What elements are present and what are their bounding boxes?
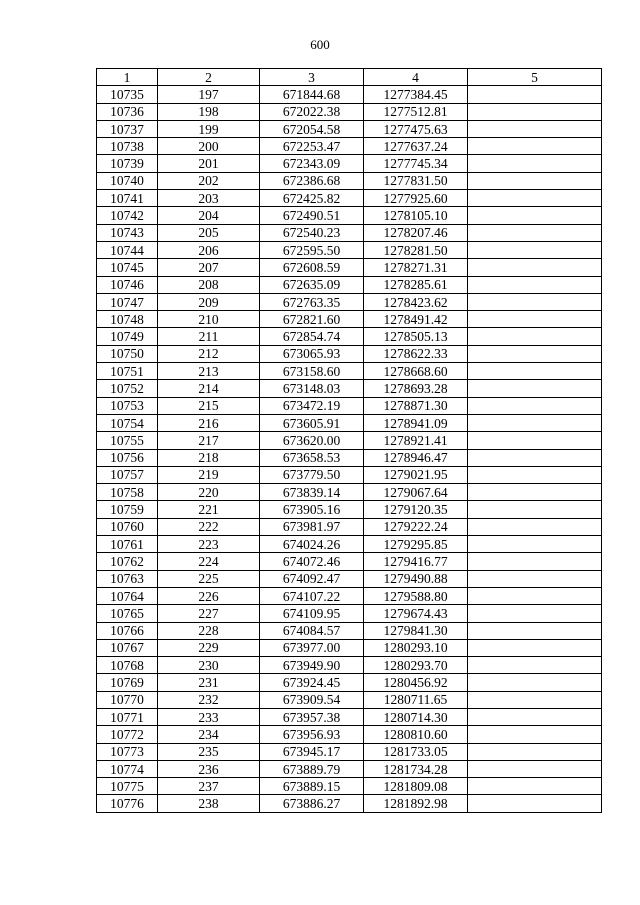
table-body <box>97 86 602 812</box>
table-cell: 1280714.30 <box>364 708 468 725</box>
table-cell: 212 <box>158 345 260 362</box>
table-cell <box>468 484 602 501</box>
table-row <box>97 345 602 362</box>
table-cell: 673981.97 <box>260 518 364 535</box>
table-cell: 1277925.60 <box>364 190 468 207</box>
table-cell: 10757 <box>97 466 158 483</box>
table-row <box>97 86 602 103</box>
table-cell <box>468 743 602 760</box>
table-cell: 673620.00 <box>260 432 364 449</box>
table-cell: 1277745.34 <box>364 155 468 172</box>
table-cell <box>468 363 602 380</box>
table-cell: 203 <box>158 190 260 207</box>
table-cell: 224 <box>158 553 260 570</box>
table-header-row <box>97 69 602 86</box>
table-cell <box>468 259 602 276</box>
table-cell: 230 <box>158 657 260 674</box>
column-header: 4 <box>364 69 468 86</box>
table-cell: 673065.93 <box>260 345 364 362</box>
table-cell: 672854.74 <box>260 328 364 345</box>
table-row <box>97 328 602 345</box>
table-cell: 233 <box>158 708 260 725</box>
table-cell: 1280293.70 <box>364 657 468 674</box>
table-cell: 672253.47 <box>260 138 364 155</box>
table-row <box>97 708 602 725</box>
table-cell: 1278491.42 <box>364 311 468 328</box>
table-cell: 10762 <box>97 553 158 570</box>
table-cell: 673605.91 <box>260 414 364 431</box>
table-row <box>97 414 602 431</box>
table-row <box>97 691 602 708</box>
table-cell: 1279222.24 <box>364 518 468 535</box>
table-row <box>97 795 602 812</box>
table-cell: 1278871.30 <box>364 397 468 414</box>
table-cell: 234 <box>158 726 260 743</box>
table-cell: 10737 <box>97 120 158 137</box>
table-row <box>97 172 602 189</box>
table-row <box>97 570 602 587</box>
table-cell <box>468 553 602 570</box>
table-cell: 221 <box>158 501 260 518</box>
table-cell: 673977.00 <box>260 639 364 656</box>
table-cell: 215 <box>158 397 260 414</box>
table-cell: 10743 <box>97 224 158 241</box>
table-cell: 10753 <box>97 397 158 414</box>
table-cell: 1278105.10 <box>364 207 468 224</box>
table-cell: 1280456.92 <box>364 674 468 691</box>
table-row <box>97 639 602 656</box>
table-cell: 674109.95 <box>260 605 364 622</box>
table-cell: 671844.68 <box>260 86 364 103</box>
table-cell <box>468 639 602 656</box>
table-cell <box>468 518 602 535</box>
table-cell <box>468 276 602 293</box>
table-cell: 231 <box>158 674 260 691</box>
table-cell <box>468 708 602 725</box>
table-cell: 673949.90 <box>260 657 364 674</box>
table-row <box>97 363 602 380</box>
table-cell: 1277475.63 <box>364 120 468 137</box>
table-cell: 1277637.24 <box>364 138 468 155</box>
table-row <box>97 726 602 743</box>
table-cell: 218 <box>158 449 260 466</box>
page-number: 600 <box>310 37 330 52</box>
table-row <box>97 241 602 258</box>
table-cell: 673905.16 <box>260 501 364 518</box>
table-cell: 673957.38 <box>260 708 364 725</box>
table-cell: 1279120.35 <box>364 501 468 518</box>
table-cell: 1277831.50 <box>364 172 468 189</box>
table-row <box>97 397 602 414</box>
table-cell: 214 <box>158 380 260 397</box>
table-cell: 1278207.46 <box>364 224 468 241</box>
table-cell <box>468 778 602 795</box>
table-row <box>97 155 602 172</box>
table-cell <box>468 466 602 483</box>
table-cell: 10776 <box>97 795 158 812</box>
table-cell: 10769 <box>97 674 158 691</box>
table-cell: 1277512.81 <box>364 103 468 120</box>
table-cell <box>468 345 602 362</box>
table-cell: 673148.03 <box>260 380 364 397</box>
table-cell: 10760 <box>97 518 158 535</box>
table-cell: 1281733.05 <box>364 743 468 760</box>
table-row <box>97 536 602 553</box>
table-row <box>97 190 602 207</box>
table-cell: 10755 <box>97 432 158 449</box>
table-cell: 672054.58 <box>260 120 364 137</box>
table-cell: 1281734.28 <box>364 760 468 777</box>
table-row <box>97 276 602 293</box>
table-cell: 1280711.65 <box>364 691 468 708</box>
table-cell: 674084.57 <box>260 622 364 639</box>
table-cell: 10739 <box>97 155 158 172</box>
column-header: 1 <box>97 69 158 86</box>
table-cell: 1278693.28 <box>364 380 468 397</box>
table-cell: 201 <box>158 155 260 172</box>
table-row <box>97 293 602 310</box>
table-cell: 673924.45 <box>260 674 364 691</box>
table-cell: 1278668.60 <box>364 363 468 380</box>
table-cell <box>468 380 602 397</box>
table-cell <box>468 138 602 155</box>
table-cell: 1279416.77 <box>364 553 468 570</box>
table-cell: 673839.14 <box>260 484 364 501</box>
coordinates-table <box>96 68 602 813</box>
table-cell: 10775 <box>97 778 158 795</box>
table-cell: 1279841.30 <box>364 622 468 639</box>
table-cell: 227 <box>158 605 260 622</box>
table-cell: 10758 <box>97 484 158 501</box>
table-cell: 213 <box>158 363 260 380</box>
table-cell: 222 <box>158 518 260 535</box>
table-row <box>97 622 602 639</box>
table-cell: 223 <box>158 536 260 553</box>
table-cell: 10745 <box>97 259 158 276</box>
table-cell <box>468 691 602 708</box>
table-cell <box>468 587 602 604</box>
table-cell <box>468 103 602 120</box>
table-cell <box>468 726 602 743</box>
table-cell: 10752 <box>97 380 158 397</box>
table-cell: 672343.09 <box>260 155 364 172</box>
table-cell: 674072.46 <box>260 553 364 570</box>
table-cell: 237 <box>158 778 260 795</box>
table-cell: 1278285.61 <box>364 276 468 293</box>
table-cell: 235 <box>158 743 260 760</box>
column-header: 3 <box>260 69 364 86</box>
table-cell: 199 <box>158 120 260 137</box>
table-row <box>97 778 602 795</box>
column-header: 2 <box>158 69 260 86</box>
table-cell: 672386.68 <box>260 172 364 189</box>
table-cell: 208 <box>158 276 260 293</box>
table-cell: 238 <box>158 795 260 812</box>
table-cell: 1279588.80 <box>364 587 468 604</box>
table-cell: 217 <box>158 432 260 449</box>
table-cell: 10754 <box>97 414 158 431</box>
table-row <box>97 103 602 120</box>
table-cell: 674107.22 <box>260 587 364 604</box>
table-cell: 672022.38 <box>260 103 364 120</box>
table-cell <box>468 293 602 310</box>
table-cell: 672425.82 <box>260 190 364 207</box>
table-row <box>97 120 602 137</box>
table-cell: 10735 <box>97 86 158 103</box>
table-cell: 672608.59 <box>260 259 364 276</box>
table-cell: 10736 <box>97 103 158 120</box>
table-cell: 10772 <box>97 726 158 743</box>
column-header: 5 <box>468 69 602 86</box>
table-cell: 1278921.41 <box>364 432 468 449</box>
table-cell: 10773 <box>97 743 158 760</box>
table-cell: 1280293.10 <box>364 639 468 656</box>
table-cell <box>468 207 602 224</box>
table-cell: 673889.15 <box>260 778 364 795</box>
table-cell: 673158.60 <box>260 363 364 380</box>
table-cell <box>468 760 602 777</box>
table-cell: 1278281.50 <box>364 241 468 258</box>
table-cell: 1279490.88 <box>364 570 468 587</box>
table-row <box>97 501 602 518</box>
table-cell: 673779.50 <box>260 466 364 483</box>
table-cell: 672595.50 <box>260 241 364 258</box>
table-cell <box>468 120 602 137</box>
table-row <box>97 449 602 466</box>
table-cell: 205 <box>158 224 260 241</box>
table-cell: 1278622.33 <box>364 345 468 362</box>
table-cell: 672821.60 <box>260 311 364 328</box>
table-cell: 673472.19 <box>260 397 364 414</box>
table-cell: 1278505.13 <box>364 328 468 345</box>
table-row <box>97 432 602 449</box>
table-row <box>97 518 602 535</box>
table-cell: 10759 <box>97 501 158 518</box>
table-cell: 1280810.60 <box>364 726 468 743</box>
table-cell: 673889.79 <box>260 760 364 777</box>
table-cell <box>468 449 602 466</box>
table-cell: 197 <box>158 86 260 103</box>
table-cell: 1279067.64 <box>364 484 468 501</box>
table-cell <box>468 224 602 241</box>
table-cell: 672490.51 <box>260 207 364 224</box>
table-cell: 229 <box>158 639 260 656</box>
table-cell: 10750 <box>97 345 158 362</box>
table-cell: 210 <box>158 311 260 328</box>
table-cell <box>468 241 602 258</box>
table-cell <box>468 795 602 812</box>
table-cell <box>468 501 602 518</box>
table-row <box>97 605 602 622</box>
table-cell: 10742 <box>97 207 158 224</box>
table-cell: 1281809.08 <box>364 778 468 795</box>
table-row <box>97 380 602 397</box>
table-cell: 10741 <box>97 190 158 207</box>
table-cell: 10740 <box>97 172 158 189</box>
table-row <box>97 224 602 241</box>
table-cell: 10770 <box>97 691 158 708</box>
table-cell: 10771 <box>97 708 158 725</box>
table-cell: 10774 <box>97 760 158 777</box>
table-cell <box>468 397 602 414</box>
table-cell: 200 <box>158 138 260 155</box>
table-cell <box>468 190 602 207</box>
table-cell <box>468 605 602 622</box>
table-row <box>97 553 602 570</box>
table-cell: 220 <box>158 484 260 501</box>
table-cell: 1279674.43 <box>364 605 468 622</box>
table-row <box>97 484 602 501</box>
table-cell: 673956.93 <box>260 726 364 743</box>
table-cell <box>468 570 602 587</box>
table-row <box>97 760 602 777</box>
table-cell: 1278423.62 <box>364 293 468 310</box>
table-cell: 207 <box>158 259 260 276</box>
table-cell: 198 <box>158 103 260 120</box>
table-cell: 204 <box>158 207 260 224</box>
table-row <box>97 657 602 674</box>
table-cell <box>468 155 602 172</box>
table-cell: 1277384.45 <box>364 86 468 103</box>
table-row <box>97 138 602 155</box>
table-row <box>97 466 602 483</box>
table-cell <box>468 657 602 674</box>
table-cell: 1278946.47 <box>364 449 468 466</box>
table-cell: 216 <box>158 414 260 431</box>
table-cell <box>468 432 602 449</box>
table-cell: 674024.26 <box>260 536 364 553</box>
table-cell: 1278941.09 <box>364 414 468 431</box>
table-row <box>97 587 602 604</box>
table-row <box>97 743 602 760</box>
table-cell: 10746 <box>97 276 158 293</box>
table-cell: 10748 <box>97 311 158 328</box>
table-cell: 1279021.95 <box>364 466 468 483</box>
table-cell <box>468 86 602 103</box>
table-cell: 672763.35 <box>260 293 364 310</box>
table-cell: 10764 <box>97 587 158 604</box>
table-cell: 225 <box>158 570 260 587</box>
table-cell: 232 <box>158 691 260 708</box>
table-row <box>97 259 602 276</box>
table-cell <box>468 536 602 553</box>
table-cell <box>468 414 602 431</box>
table-cell: 10761 <box>97 536 158 553</box>
table-cell: 672635.09 <box>260 276 364 293</box>
table-cell: 10766 <box>97 622 158 639</box>
table-row <box>97 674 602 691</box>
table-cell <box>468 622 602 639</box>
table-cell <box>468 172 602 189</box>
table-cell <box>468 674 602 691</box>
table-cell: 673886.27 <box>260 795 364 812</box>
table-cell: 206 <box>158 241 260 258</box>
table-cell: 674092.47 <box>260 570 364 587</box>
table-cell: 10767 <box>97 639 158 656</box>
table-cell: 10747 <box>97 293 158 310</box>
table-cell: 10768 <box>97 657 158 674</box>
table-cell: 209 <box>158 293 260 310</box>
table-cell: 1279295.85 <box>364 536 468 553</box>
table-cell: 1281892.98 <box>364 795 468 812</box>
table-cell: 10744 <box>97 241 158 258</box>
table-cell: 673945.17 <box>260 743 364 760</box>
table-cell: 228 <box>158 622 260 639</box>
table-row <box>97 207 602 224</box>
table-cell: 10756 <box>97 449 158 466</box>
table-cell: 219 <box>158 466 260 483</box>
table-cell: 10738 <box>97 138 158 155</box>
table-cell: 236 <box>158 760 260 777</box>
table-cell: 10749 <box>97 328 158 345</box>
table-cell: 10763 <box>97 570 158 587</box>
table-row <box>97 311 602 328</box>
table-cell: 1278271.31 <box>364 259 468 276</box>
table-cell <box>468 328 602 345</box>
table-cell: 673909.54 <box>260 691 364 708</box>
table-cell: 10751 <box>97 363 158 380</box>
table-cell: 202 <box>158 172 260 189</box>
table-cell: 10765 <box>97 605 158 622</box>
table-cell: 226 <box>158 587 260 604</box>
table-cell: 673658.53 <box>260 449 364 466</box>
table-cell: 672540.23 <box>260 224 364 241</box>
table-cell: 211 <box>158 328 260 345</box>
table-cell <box>468 311 602 328</box>
